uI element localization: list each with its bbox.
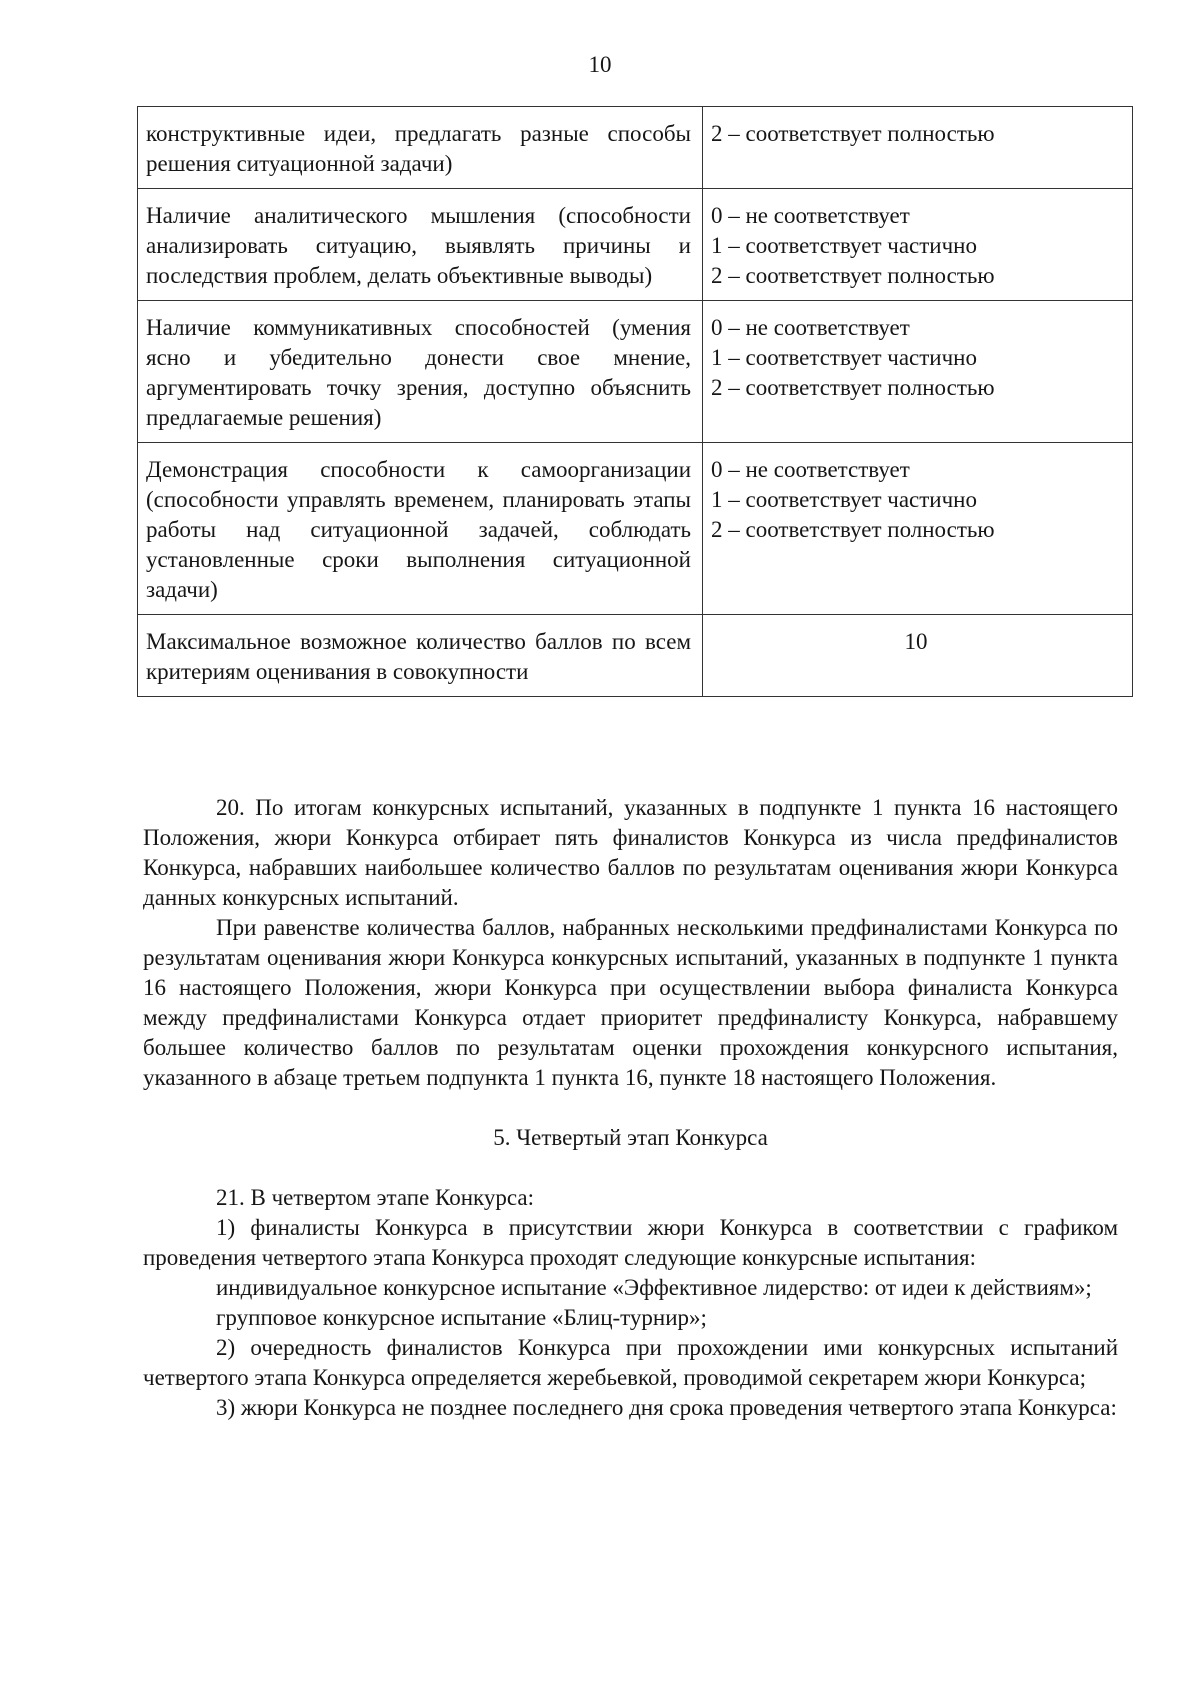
paragraph-20: 20. По итогам конкурсных испытаний, указанных в подпункте 1 пункта 16 настоящего Положения, жюри Конкурса отбирает пять финалистов Конкурса из числа предфиналистов Конкурса, набравших наибольшее количество баллов по результатам оценивания жюри Конкурса данных конкурсных испытаний. [143,795,1118,910]
score-option: 1 – соответствует частично [711,345,977,370]
score-option: 0 – не соответствует [711,203,910,228]
paragraph-20-tiebreak: При равенстве количества баллов, набранных несколькими предфиналистами Конкурса по результатам оценивания жюри Конкурса конкурсных испытаний, указанных в подпункте 1 пункта 16 настоящего Положения, жюри Конкурса при осуществлении выбора финалиста Конкурса между предфиналистами Конкурса отдает приоритет предфиналисту Конкурса, набравшему большее количество баллов по результатам оценки прохождения конкурсного испытания, указанного в абзаце третьем подпункта 1 пункта 16, пункте 18 настоящего Положения. [143,915,1118,1090]
paragraph-21-item-1-individual: индивидуальное конкурсное испытание «Эффективное лидерство: от идеи к действиям»; [216,1275,1092,1300]
score-cell [703,443,1133,615]
section-heading: 5. Четвертый этап Конкурса [493,1125,768,1150]
table-row-total [138,615,1133,697]
page-number: 10 [588,52,612,77]
paragraph-21-item-1: 1) финалисты Конкурса в присутствии жюри Конкурса в соответствии с графиком проведения четвертого этапа Конкурса проходят следующие конкурсные испытания: [143,1215,1118,1270]
criterion-cell [138,107,703,189]
score-option: 0 – не соответствует [711,315,910,340]
total-criterion-text: Максимальное возможное количество баллов по всем критериям оценивания в совокупности [146,629,691,684]
table-row [138,189,1133,301]
criterion-text: Демонстрация способности к самоорганизации (способности управлять временем, планировать этапы работы над ситуационной задачей, соблюдать установленные сроки выполнения ситуационной задачи) [146,457,691,602]
criterion-text: Наличие коммуникативных способностей (умения ясно и убедительно донести свое мнение, аргументировать точку зрения, доступно объяснить предлагаемые решения) [146,315,691,430]
score-option: 2 – соответствует полностью [711,263,995,288]
table-row [138,107,1133,189]
criterion-cell [138,301,703,443]
table-row [138,443,1133,615]
paragraph-21-item-3: 3) жюри Конкурса не позднее последнего дня срока проведения четвертого этапа Конкурса: [216,1395,1117,1420]
table-row [138,301,1133,443]
paragraph-21-item-2: 2) очередность финалистов Конкурса при прохождении ими конкурсных испытаний четвертого этапа Конкурса определяется жеребьевкой, проводимой секретарем жюри Конкурса; [143,1335,1118,1390]
criterion-text: конструктивные идеи, предлагать разные способы решения ситуационной задачи) [146,121,691,176]
score-option: 2 – соответствует полностью [711,375,995,400]
score-cell [703,107,1133,189]
criteria-table [137,106,1133,697]
criterion-cell [138,189,703,301]
score-cell [703,189,1133,301]
score-option: 1 – соответствует частично [711,487,977,512]
score-option: 1 – соответствует частично [711,233,977,258]
criterion-cell [138,443,703,615]
total-value-cell [703,615,1133,697]
total-value: 10 [904,629,928,654]
score-option: 2 – соответствует полностью [711,121,995,146]
score-option: 2 – соответствует полностью [711,517,995,542]
criterion-text: Наличие аналитического мышления (способности анализировать ситуацию, выявлять причины и последствия проблем, делать объективные выводы) [146,203,691,288]
paragraph-21-item-1-group: групповое конкурсное испытание «Блиц-турнир»; [216,1305,707,1330]
total-criterion-cell [138,615,703,697]
score-cell [703,301,1133,443]
body-text [143,793,1118,1423]
score-option: 0 – не соответствует [711,457,910,482]
paragraph-21: 21. В четвертом этапе Конкурса: [216,1185,534,1210]
